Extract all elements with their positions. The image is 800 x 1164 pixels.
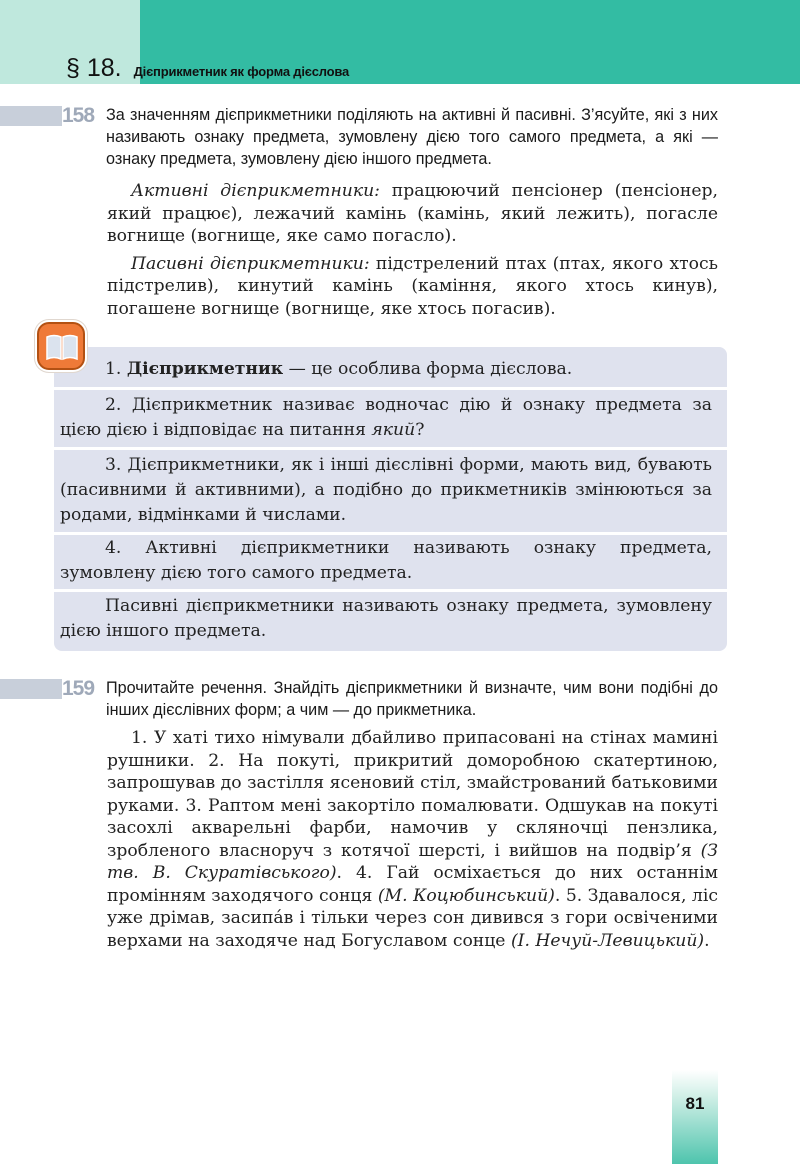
exercise-158-marker-bar [0, 106, 62, 126]
rule-1-rest: — це особлива форма дієслова. [283, 359, 573, 379]
rule-3-text: 3. Дієприкметники, як і інші дієслівні форми, мають вид, бувають (пасивними й активними), а подібно до прикметників змінюються за родами, відмінками й числами. [60, 455, 712, 525]
rule-2-text: 2. Дієприкметник називає водночас дію й ознаку предмета за цією дією і відповідає на питання [60, 395, 712, 440]
text-part-1: 1. У хаті тихо німували дбайливо припасовані на стінах мамині рушники. 2. На покуті, прикритий доморобною скатертиною, запрошував до застілля ясеновий стіл, змайстрований батьковими руками. 3. Раптом мені закортіло помалювати. Одшукав на покуті засохлі акварельні фарби, намочив у скляночці пензлика, зробленого власноруч з котячої шерсті, і вийшов на подвір’я [107, 728, 718, 861]
rule-5 [60, 594, 712, 644]
rule-3 [60, 453, 712, 528]
section-title: Дієприкметник як форма дієслова [133, 64, 350, 79]
section-heading [66, 54, 349, 83]
passive-text: підстрелений птах (птах, якого хтось підстрелив), кинутий камінь (каміння, якого хтось кинув), погашене вогнище (вогнище, яке хтось погасив). [107, 253, 718, 319]
rule-2 [60, 393, 712, 443]
exercise-158-examples [107, 180, 718, 320]
section-number: § 18. [66, 54, 122, 82]
rules-divider [54, 447, 727, 450]
active-text: працюючий пенсіонер (пенсіонер, який працює), лежачий камінь (камінь, який лежить), погасле вогнище (вогнище, яке само погасло). [107, 181, 718, 246]
active-examples [107, 180, 718, 248]
passive-examples [107, 253, 718, 321]
exercise-159-number: 159 [62, 677, 95, 700]
rules-divider [54, 589, 727, 592]
rule-1-term: Дієприкметник [126, 359, 284, 379]
text-part-3: . 5. Здавалося, ліс уже дрімав, засипáв і тільки через сон дивився з гори освіченими верхами на заходяче над Богуславом сонце [107, 885, 718, 951]
passive-label: Пасивні дієприкметники: [131, 253, 370, 274]
exercise-158-number: 158 [62, 104, 95, 127]
text-part-4: . [704, 930, 710, 951]
exercise-159-sentences [107, 727, 718, 952]
rule-2-end: ? [415, 420, 425, 440]
text-part-2: . 4. Гай осміхається до них останнім промінням заходячого сонця [107, 863, 718, 906]
rule-4 [60, 536, 712, 586]
page-number-tab [672, 1070, 718, 1164]
rule-5-text: Пасивні дієприкметники називають ознаку предмета, зумовлену дією іншого предмета. [60, 596, 712, 641]
active-label: Активні дієприкметники: [131, 181, 380, 201]
source-1: (З тв. В. Скуратівського) [107, 840, 718, 883]
exercise-158-task: За значенням дієприкметники поділяють на активні й пасивні. З’ясуйте, які з них називають ознаку предмета, зумовлену дією того самого предмета, а які — ознаку предмета, зумовлену дією іншого предмета. [106, 106, 718, 168]
source-3: (І. Нечуй-Левицький) [510, 930, 705, 951]
rule-1 [60, 357, 712, 382]
rules-divider [54, 387, 727, 390]
exercise-159-task: Прочитайте речення. Знайдіть дієприкметники й визначте, чим вони подібні до інших дієслівних форм; а чим — до прикметника. [106, 679, 718, 719]
source-2: (М. Коцюбинський) [377, 885, 555, 906]
rule-4-text: 4. Активні дієприкметники називають ознаку предмета, зумовлену дією того самого предмета. [60, 538, 712, 583]
rules-divider [54, 532, 727, 535]
exercise-159-marker-bar [0, 679, 62, 699]
exercise-159-text [107, 727, 718, 952]
page-number: 81 [685, 1094, 705, 1113]
rule-1-prefix: 1. [105, 359, 127, 379]
rule-2-question: який [371, 420, 416, 440]
